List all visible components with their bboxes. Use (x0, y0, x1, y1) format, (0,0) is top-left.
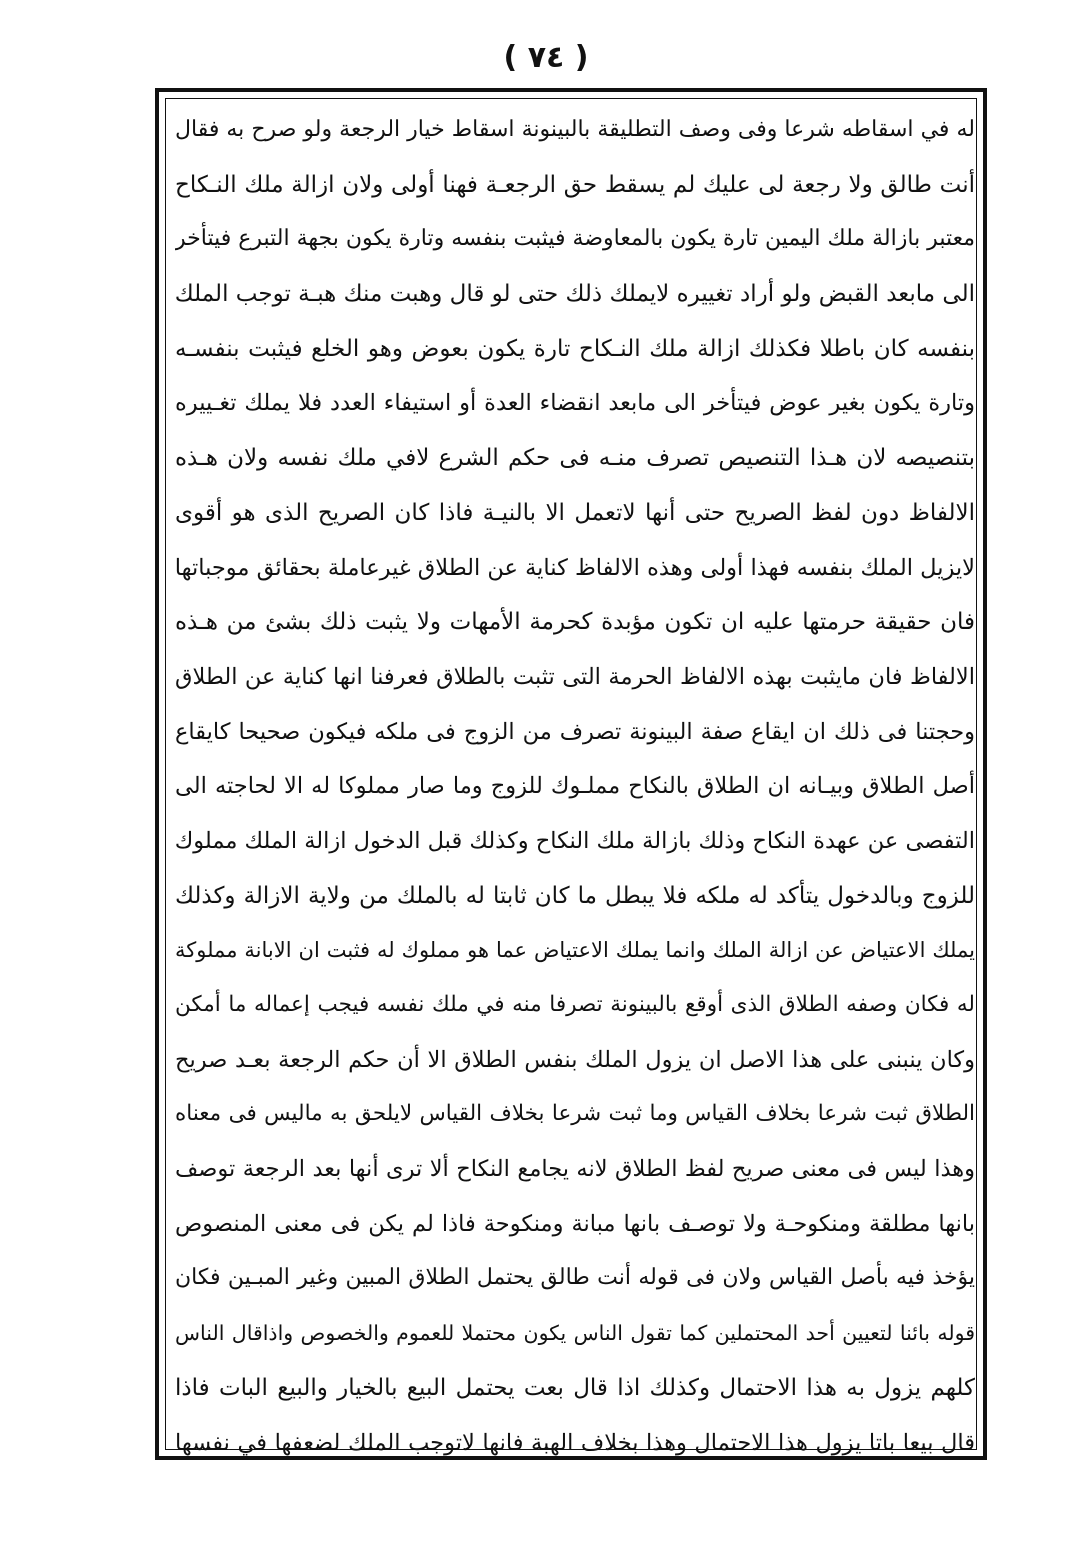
text-line: فان حقيقة حرمتها عليه ان تكون مؤبدة كحرمة الأمهات ولا يثبت ذلك بشئ من هـذه (175, 609, 975, 636)
text-line: كلهم يزول به هذا الاحتمال وكذلك اذا قال بعت يحتمل البيع بالخيار والبيع البات فاذا (175, 1374, 975, 1401)
text-line: أصل الطلاق وبيـانه ان الطلاق بالنكاح مملـوك للزوج وما صار مملوكا له الا لحاجته الى (175, 773, 975, 800)
text-line: له فكان وصفه الطلاق الذى أوقع بالبينونة تصرفا منه في ملك نفسه فيجب إعماله ما أمكن (175, 992, 975, 1017)
text-line: التفصى عن عهدة النكاح وذلك بازالة ملك النكاح وكذلك قبل الدخول ازالة الملك مملوك (175, 827, 975, 854)
text-line: وكان ينبنى على هذا الاصل ان يزول الملك بنفس الطلاق الا أن حكم الرجعة بعـد صريح (175, 1046, 975, 1073)
text-line: الالفاظ فان مايثبت بهذه الالفاظ الحرمة التى تثبت بالطلاق فعرفنا انها كناية عن الطلاق (175, 663, 975, 690)
text-line: الالفاظ دون لفظ الصريح حتى أنها لاتعمل الا بالنيـة فاذا كان الصريح الذى هو أقوى (175, 499, 975, 526)
text-line: بنفسه كان باطلا فكذلك ازالة ملك النـكاح تارة يكون بعوض وهو الخلع فيثبت بنفسـه (175, 335, 975, 362)
text-line: وهذا ليس فى معنى صريح لفظ الطلاق لانه يجامع النكاح ألا ترى أنها بعد الرجعة توصف (175, 1156, 975, 1183)
text-block (175, 103, 975, 1456)
text-line: بتنصيصه لان هـذا التنصيص تصرف منـه فى حكم الشرع لافي ملك نفسه ولان هـذه (175, 445, 975, 472)
text-line: أنت طالق ولا رجعة لى عليك لم يسقط حق الرجعـة فهنا أولى ولان ازالة ملك النـكاح (175, 171, 975, 198)
text-line: وتارة يكون بغير عوض فيتأخر الى مابعد انقضاء العدة أو استيفاء العدد فلا يملك تغـييره (175, 390, 975, 417)
text-line: الى مابعد القبض ولو أراد تغييره لايملك ذلك حتى لو قال وهبت منك هبـة توجب الملك (175, 281, 975, 308)
text-line: يؤخذ فيه بأصل القياس ولان فى قوله أنت طالق يحتمل الطلاق المبين وغير المبـين فكان (175, 1265, 975, 1291)
text-line: قال بيعا باتا يزول هذا الاحتمال وهذا بخلاف الهبة فانها لاتوجب الملك لضعفها في نفسها (175, 1429, 975, 1456)
text-line: يملك الاعتياض عن ازالة الملك وانما يملك الاعتياض عما هو مملوك له فثبت ان الابانة مملوكة (175, 938, 975, 963)
text-line: معتبر بازالة ملك اليمين تارة يكون بالمعاوضة فيثبت بنفسه وتارة يكون بجهة التبرع فيتأخر (175, 226, 975, 252)
text-line: قوله بائنا لتعيين أحد المحتملين كما تقول الناس يكون محتملا للعموم والخصوص واذاقال الناس (175, 1321, 975, 1346)
text-line: لايزيل الملك بنفسه فهذا أولى وهذه الالفاظ كناية عن الطلاق غيرعاملة بحقائق موجباتها (175, 554, 975, 581)
text-line: له في اسقاطه شرعا وفى وصف التطليقة بالبينونة اسقاط خيار الرجعة ولو صرح به فقال (175, 117, 975, 142)
text-line: للزوج وبالدخول يتأكد له ملكه فلا يبطل ما كان ثابتا له بالملك من ولاية الازالة وكذلك (175, 882, 975, 909)
text-line: بانها مطلقة ومنكوحـة ولا توصـف بانها مبانة ومنكوحة فاذا لم يكن فى معنى المنصوص (175, 1210, 975, 1237)
text-line: الطلاق ثبت شرعا بخلاف القياس وما ثبت شرعا بخلاف القياس لايلحق به ماليس فى معناه (175, 1101, 975, 1127)
page-number: ( ٧٤ ) (503, 40, 589, 75)
text-line: وحجتنا فى ذلك ان ايقاع صفة البينونة تصرف من الزوج فى ملكه فيكون صحيحا كايقاع (175, 718, 975, 745)
